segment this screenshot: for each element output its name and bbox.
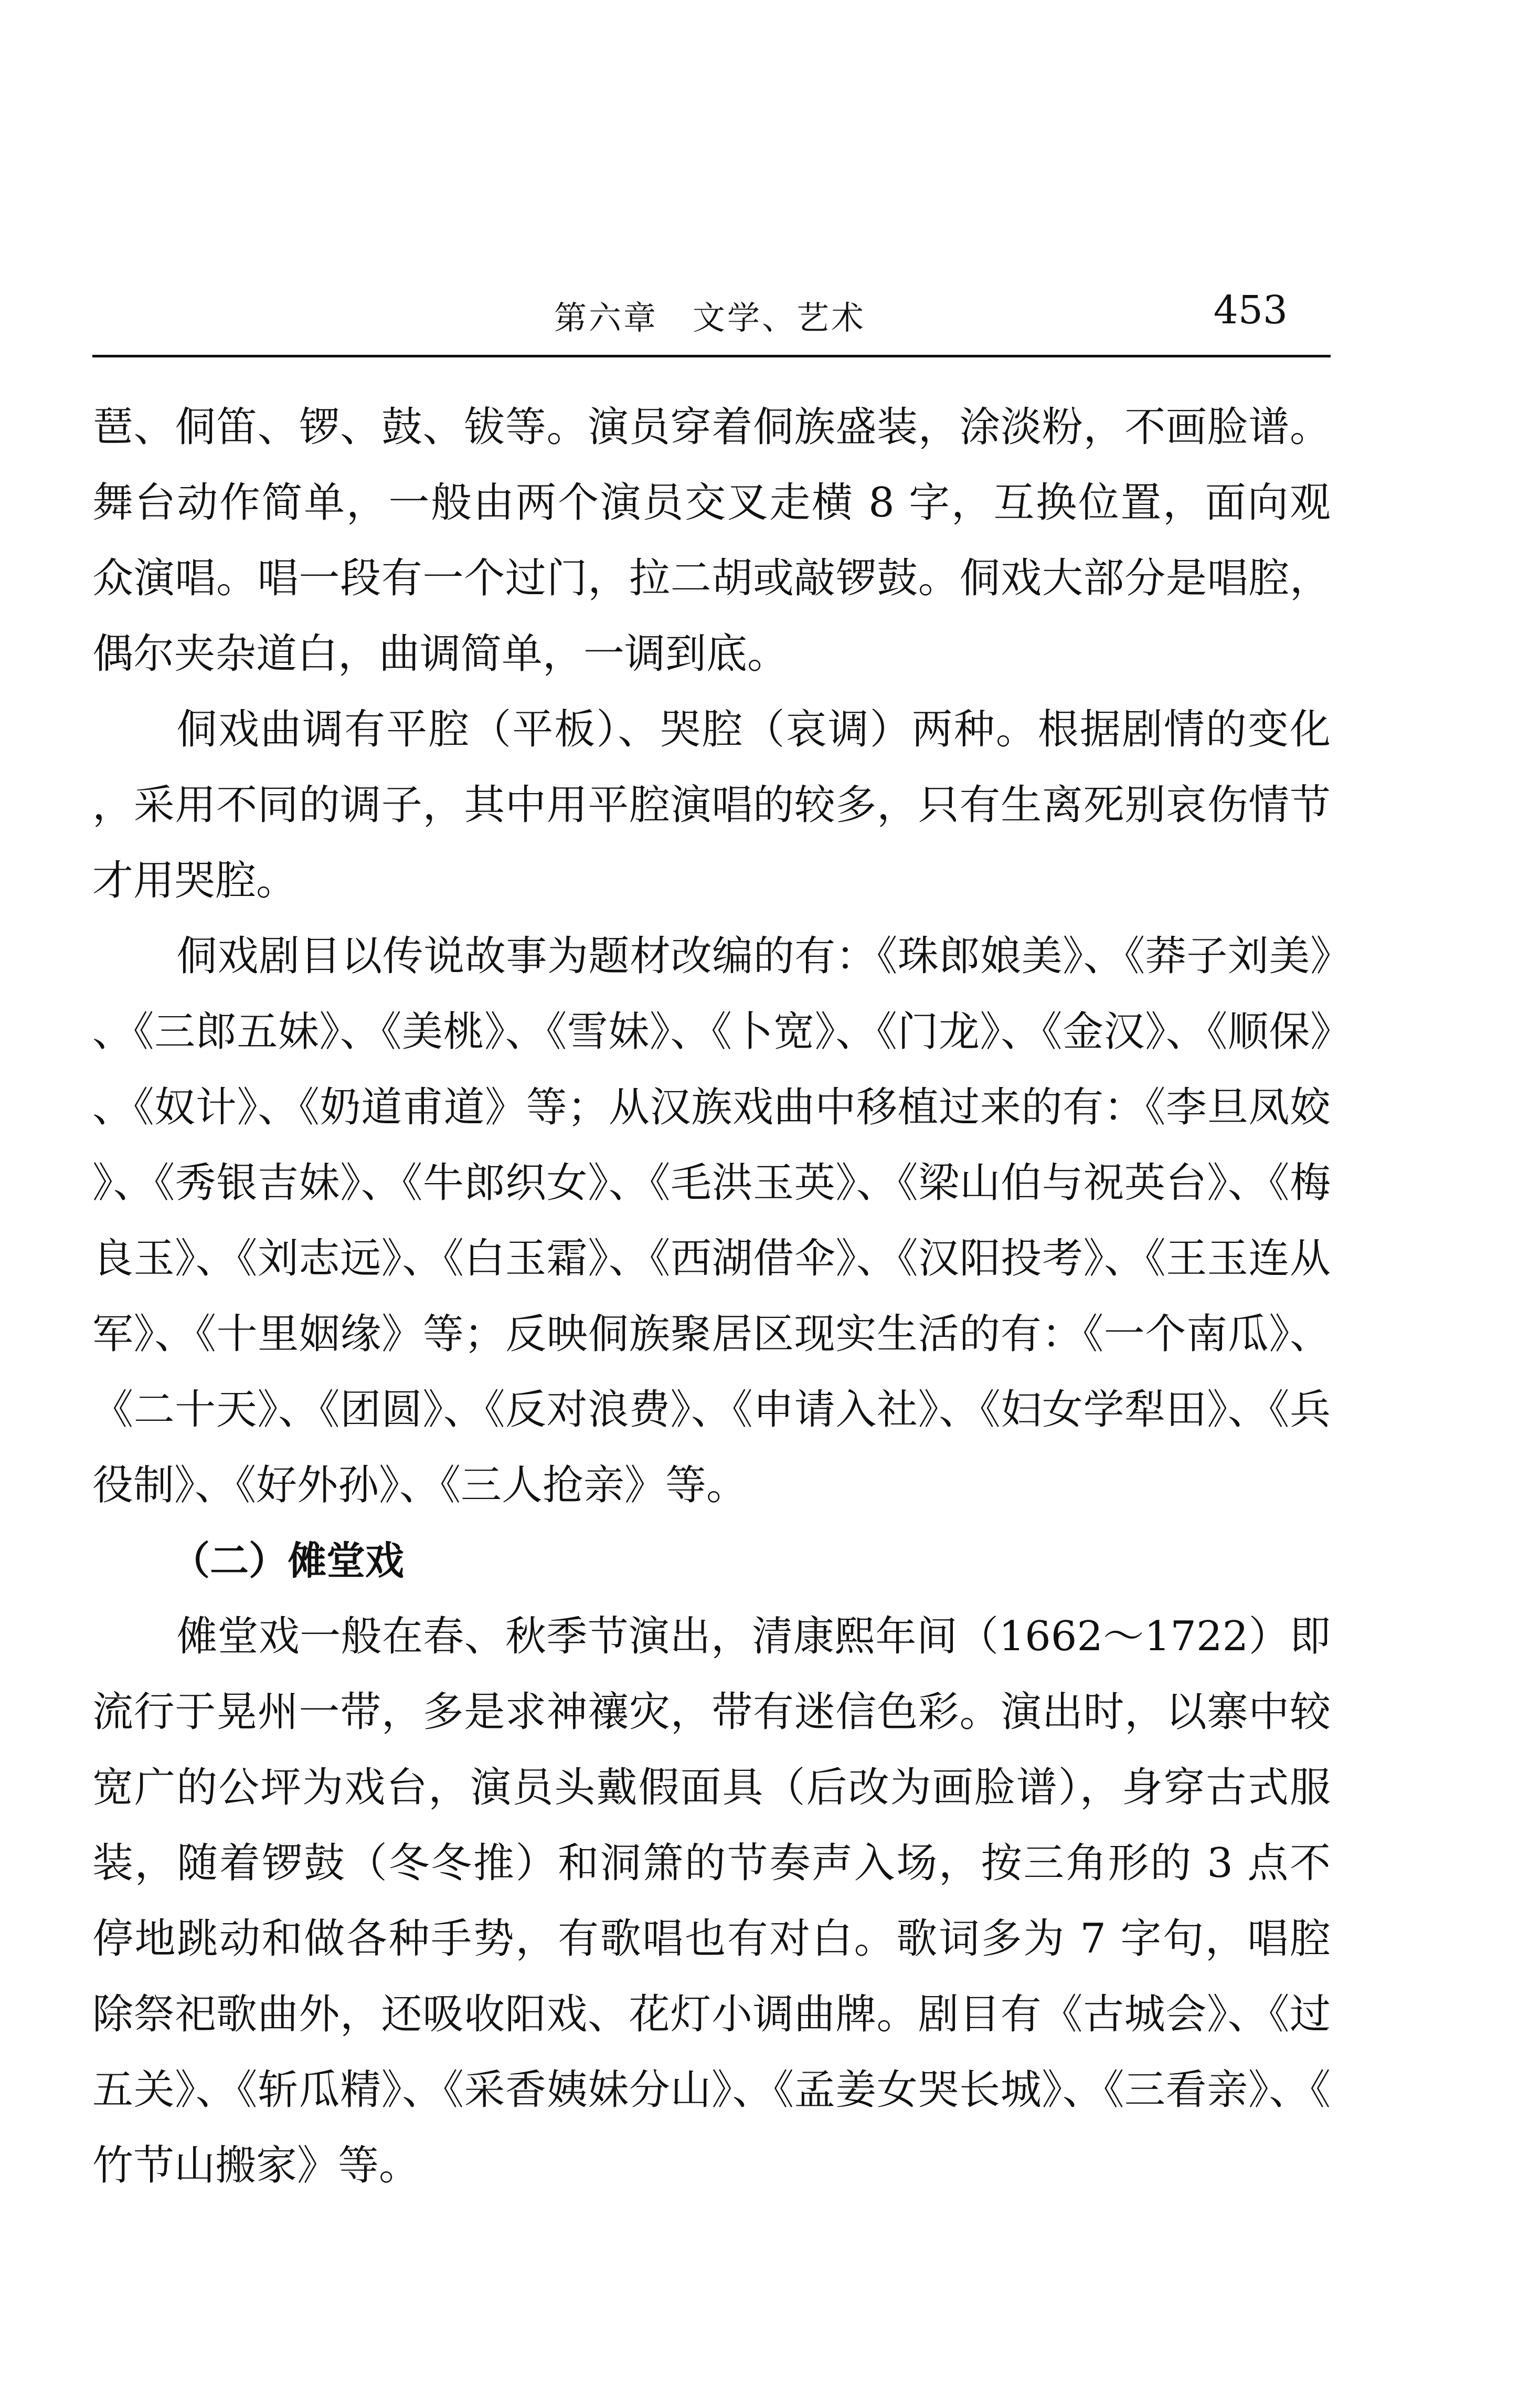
paragraph-tunes: 侗戏曲调有平腔（平板）、哭腔（哀调）两种。根据剧情的变化，采用不同的调子，其中用平腔演唱的较多，只有生离死别哀伤情节才用哭腔。	[92, 706, 1331, 904]
page-number: 453	[1213, 288, 1288, 333]
paragraph-repertoire: 侗戏剧目以传说故事为题材改编的有：《珠郎娘美》、《莽子刘美》、《三郎五妹》、《美桃》、《雪妹》、《卜宽》、《门龙》、《金汉》、《顺保》、《奴计》、《奶道甫道》等；从汉族戏曲中移植过来的有：《李旦凤姣》、《秀银吉妹》、《牛郎织女》、《毛洪玉英》、《梁山伯与祝英台》、《梅良玉》、《刘志远》、《白玉霜》、《西湖借伞》、《汉阳投考》、《王玉连从军》、《十里姻缘》等；反映侗族聚居区现实生活的有：《一个南瓜》、《二十天》、《团圆》、《反对浪费》、《申请入社》、《妇女学犁田》、《兵役制》、《好外孙》、《三人抢亲》等。	[92, 933, 1331, 1509]
section-heading: （二）傩堂戏	[171, 1538, 404, 1584]
paragraph-nuotang-opera: 傩堂戏一般在春、秋季节演出，清康熙年间（1662～1722）即流行于晃州一带，多是求神禳灾，带有迷信色彩。演出时，以寨中较宽广的公坪为戏台，演员头戴假面具（后改为画脸谱），身穿古式服装，随着锣鼓（冬冬推）和洞箫的节奏声入场，按三角形的 3 点不停地跳动和做各种手势，有歌唱也有对白。歌词多为 7 字句，唱腔除祭祀歌曲外，还吸收阳戏、花灯小调曲牌。剧目有《古城会》、《过五关》、《斩瓜精》、《采香姨妹分山》、《孟姜女哭长城》、《三看亲》、《竹节山搬家》等。	[92, 1613, 1331, 2189]
running-header	[92, 288, 1331, 345]
chapter-title: 第六章 文学、艺术	[554, 299, 866, 337]
paragraph-continued: 琶、侗笛、锣、鼓、钹等。演员穿着侗族盛装，涂淡粉，不画脸谱。舞台动作简单，一般由两个演员交叉走横 8 字，互换位置，面向观众演唱。唱一段有一个过门，拉二胡或敲锣鼓。侗戏大部分是唱腔，偶尔夹杂道白，曲调简单，一调到底。	[92, 404, 1331, 678]
header-rule	[92, 355, 1331, 357]
page-body	[92, 389, 1331, 2203]
